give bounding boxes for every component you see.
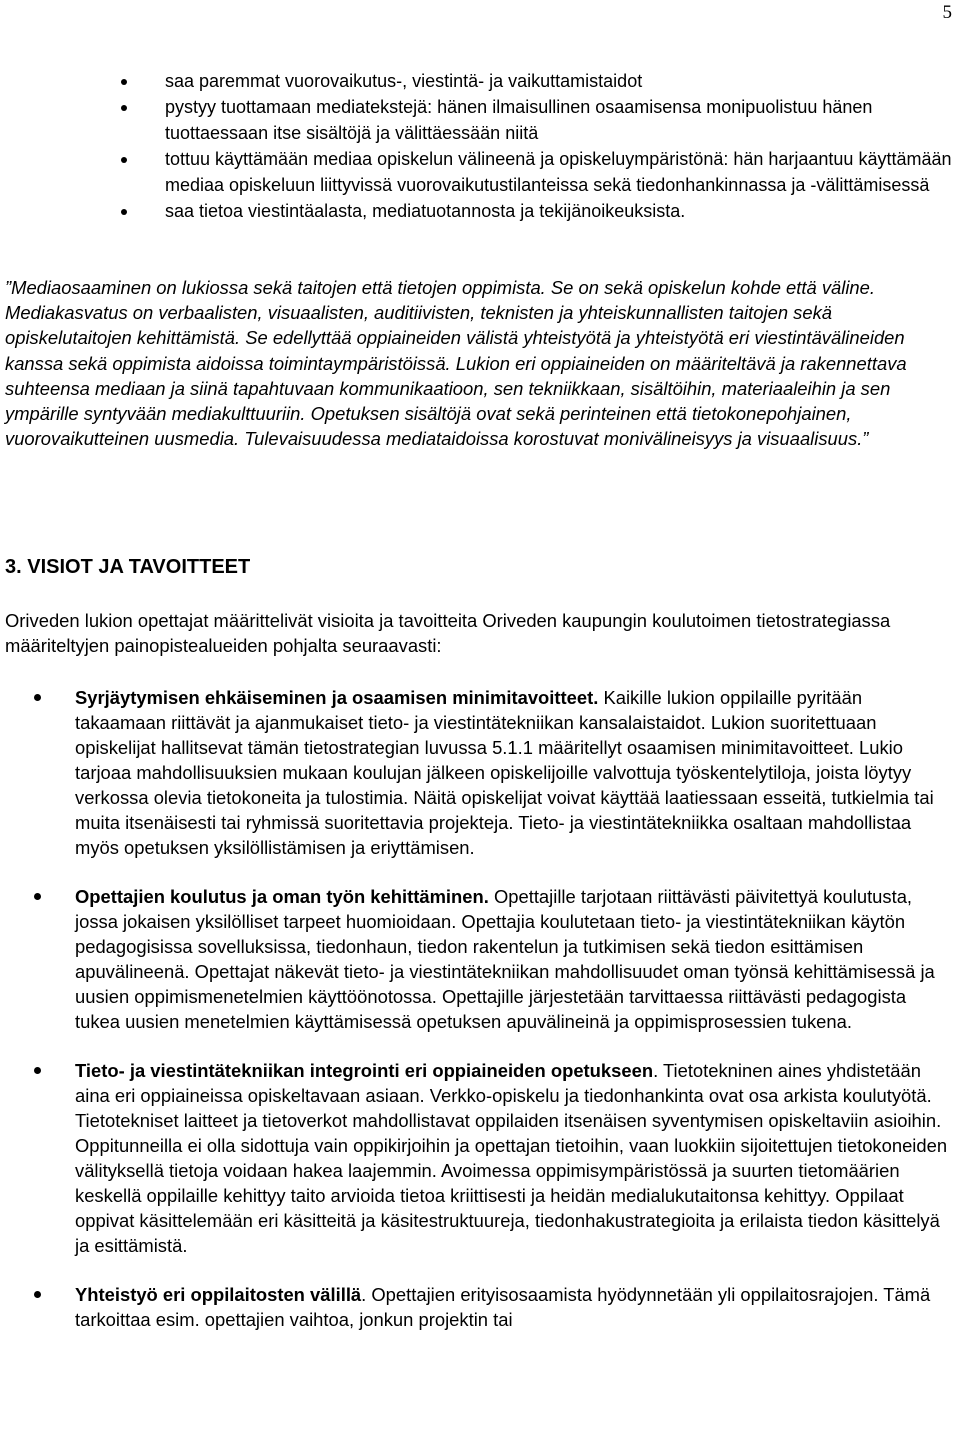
bullet-icon [34, 694, 41, 701]
goal-item [0, 884, 960, 1034]
list-item-text: pystyy tuottamaan mediatekstejä: hänen ilmaisullinen osaamisensa monipuolistuu hänen tuottaessaan itse sisältöjä ja välittäessään niitä [165, 97, 873, 143]
list-item [0, 94, 960, 146]
bullet-icon [34, 893, 41, 900]
list-item [0, 146, 960, 198]
list-item [0, 68, 960, 94]
goal-title: Opettajien koulutus ja oman työn kehittäminen. [75, 886, 489, 907]
bullet-icon [121, 105, 127, 111]
goal-title: Yhteistyö eri oppilaitosten välillä [75, 1284, 362, 1305]
list-item-text: saa tietoa viestintäalasta, mediatuotannosta ja tekijänoikeuksista. [165, 201, 686, 221]
section-heading: 3. VISIOT JA TAVOITTEET [5, 556, 251, 578]
goal-text: Opettajille tarjotaan riittävästi päivitettyä koulutusta, jossa jokaisen yksilölliset tarpeet huomioidaan. Opettajia koulutetaan tieto- ja viestintätekniikan käytön pedagogisissa sovelluksissa, tiedonhaun, tiedon rakentelun ja tutkimisen sekä tiedon esittämisen apuvälineenä. Opettajat näkevät tieto- ja viestintätekniikan mahdollisuudet oman työnsä kehittämisessä ja uusien oppimismenetelmien käyttöönotossa. Opettajille järjestetään tarvittaessa riittävästi pedagogista tukea uusien menetelmien käyttämisessä opetuksen apuvälineinä ja oppimisprosessien tukena. [75, 886, 935, 1032]
bullet-icon [121, 209, 127, 215]
section-intro: Oriveden lukion opettajat määrittelivät visioita ja tavoitteita Oriveden kaupungin koulutoimen tietostrategiassa määriteltyjen painopistealueiden pohjalta seuraavasti: [5, 610, 891, 656]
goal-item [0, 1058, 960, 1258]
goal-text: Kaikille lukion oppilaille pyritään takaamaan riittävät ja ajanmukaiset tieto- ja viestintätekniikan kansalaistaidot. Lukion suoritettuaan opiskelijat hallitsevat tämän tietostrategian luvussa 5.1.1 määritellyt osaamisen minimitavoitteet. Lukio tarjoaa mahdollisuuksien mukaan koulujan jälkeen opiskelijoille valvottuja työskentelytiloja, joista löytyy verkossa olevia tietokoneita ja tulostimia. Näitä opiskelijat voivat käyttää laatiessaan esseitä, tutkielmia tai muita itsenäisesti tai ryhmissä suoritettavia projekteja. Tieto- ja viestintätekniikka osaltaan mahdollistaa myös opetuksen yksilöllistämisen ja eriyttämisen. [75, 687, 934, 858]
goal-text: . Opettajien erityisosaamista hyödynnetään yli oppilaitosrajojen. Tämä tarkoittaa esim. opettajien vaihtoa, jonkun projektin tai [75, 1284, 931, 1330]
goal-item [0, 1282, 960, 1332]
goals-list [0, 685, 960, 1356]
bullet-icon [121, 157, 127, 163]
list-item-text: tottuu käyttämään mediaa opiskelun välineenä ja opiskeluympäristönä: hän harjaantuu käyttämään mediaa opiskeluun liittyvissä vuorovaikutustilanteissa sekä tiedonhankinnassa ja -välittämisessä [165, 149, 952, 195]
goal-title: Tieto- ja viestintätekniikan integrointi eri oppiaineiden opetukseen [75, 1060, 654, 1081]
goal-text: . Tietotekninen aines yhdistetään aina eri oppiaineissa opiskeltavaan asiaan. Verkko-opiskelu ja tiedonhankinta ovat osa arkista koulutyötä. Tietotekniset laitteet ja tietoverkot mahdollistavat oppilaiden itsenäisen syventymisen opiskeltaviin asioihin. Oppitunneilla ei olla sidottuja vain oppikirjoihin ja opettajan tietoihin, vaan luokkiin sijoitettujen tietokoneiden välityksellä tietoja voidaan hakea laajemmin. Avoimessa oppimisympäristössä ja suurten tietomäärien keskellä oppilaille kehittyy taito arvioida tietoa kriittisesti ja heidän medialukutaitonsa kehittyy. Oppilaat oppivat käsittelemään eri käsitteitä ja käsitestruktuureja, tiedonhakustrategioita ja erilaista tiedon käsittelyä ja esittämistä. [75, 1060, 948, 1256]
page-number: 5 [942, 2, 952, 23]
goal-item [0, 685, 960, 860]
bullet-icon [34, 1291, 41, 1298]
list-item [0, 198, 960, 224]
bullet-icon [121, 79, 127, 85]
goal-title: Syrjäytymisen ehkäiseminen ja osaamisen minimitavoitteet. [75, 687, 599, 708]
media-literacy-quote: ”Mediaosaaminen on lukiossa sekä taitojen että tietojen oppimista. Se on sekä opiskelun kohde että väline. Mediakasvatus on verbaalisten, visuaalisten, auditiivisten, teknisten ja yhteiskunnallisten taitojen sekä opiskelutaitojen kehittämistä. Se edellyttää oppiaineiden välistä yhteistyötä ja yhteistyötä eri viestintävälineiden kanssa sekä oppimista aidoissa toimintaympäristöissä. Lukion eri oppiaineiden on määriteltävä ja rakennettava suhteensa mediaan ja siinä tapahtuvaan kommunikaatioon, sen tekniikkaan, sisältöihin, materiaaleihin ja sen ympärille syntyvään mediakulttuuriin. Opetuksen sisältöjä ovat sekä perinteinen että tietokonepohjainen, vuorovaikutteinen uusmedia. Tulevaisuudessa mediataidoissa korostuvat monivälineisyys ja visuaalisuus.” [5, 277, 907, 450]
media-skills-list [0, 68, 960, 224]
bullet-icon [34, 1067, 41, 1074]
list-item-text: saa paremmat vuorovaikutus-, viestintä- ja vaikuttamistaidot [165, 71, 643, 91]
